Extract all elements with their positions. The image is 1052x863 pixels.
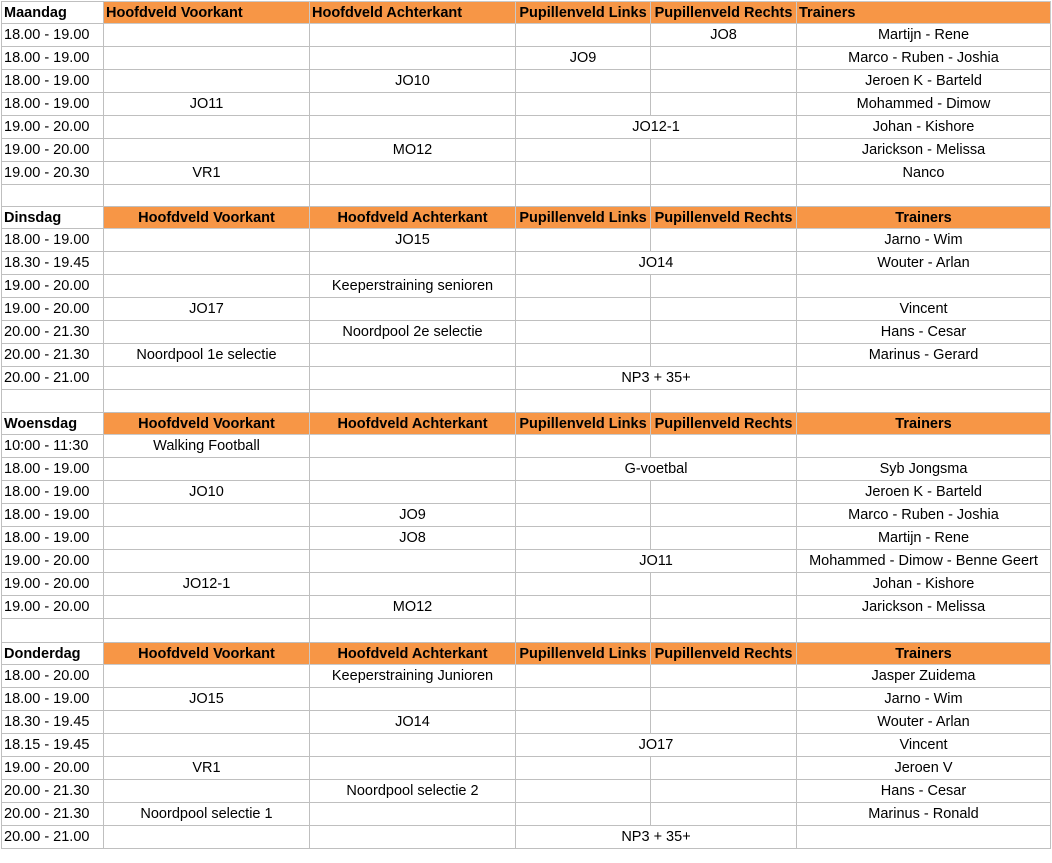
- empty-cell[interactable]: [104, 390, 310, 413]
- day-name[interactable]: Donderdag: [2, 643, 104, 665]
- trainers-cell[interactable]: Jeroen K - Barteld: [797, 70, 1051, 93]
- trainers-cell[interactable]: [797, 275, 1051, 298]
- pupillenveld-links-cell[interactable]: [516, 596, 651, 619]
- hoofdveld-achterkant-cell[interactable]: JO15: [310, 229, 516, 252]
- trainers-cell[interactable]: Jarno - Wim: [797, 688, 1051, 711]
- hoofdveld-voorkant-cell[interactable]: Noordpool 1e selectie: [104, 344, 310, 367]
- trainers-cell[interactable]: Jarickson - Melissa: [797, 139, 1051, 162]
- trainers-cell[interactable]: Marinus - Gerard: [797, 344, 1051, 367]
- time-cell[interactable]: 19.00 - 20.00: [2, 757, 104, 780]
- hoofdveld-achterkant-cell[interactable]: [310, 435, 516, 458]
- empty-cell[interactable]: [104, 185, 310, 207]
- hoofdveld-achterkant-cell[interactable]: [310, 688, 516, 711]
- trainers-cell[interactable]: Jeroen V: [797, 757, 1051, 780]
- time-cell[interactable]: 18.00 - 19.00: [2, 527, 104, 550]
- hoofdveld-voorkant-cell[interactable]: JO11: [104, 93, 310, 116]
- pupillenveld-links-cell[interactable]: [516, 481, 651, 504]
- schedule-row: [2, 780, 1051, 803]
- pupillenveld-links-cell[interactable]: [516, 275, 651, 298]
- hoofdveld-achterkant-cell[interactable]: [310, 550, 516, 573]
- empty-cell[interactable]: [516, 185, 651, 207]
- trainers-cell[interactable]: Mohammed - Dimow - Benne Geert: [797, 550, 1051, 573]
- trainers-cell[interactable]: Wouter - Arlan: [797, 252, 1051, 275]
- hoofdveld-voorkant-cell[interactable]: VR1: [104, 757, 310, 780]
- hoofdveld-achterkant-cell[interactable]: [310, 162, 516, 185]
- schedule-row: [2, 47, 1051, 70]
- pupillenveld-rechts-cell[interactable]: [651, 573, 797, 596]
- time-cell[interactable]: 20.00 - 21.30: [2, 780, 104, 803]
- empty-cell[interactable]: [2, 619, 104, 643]
- header-hoofdveld-achterkant[interactable]: Hoofdveld Achterkant: [310, 413, 516, 435]
- pupillenveld-links-cell[interactable]: [516, 70, 651, 93]
- pupillenveld-rechts-cell[interactable]: [651, 803, 797, 826]
- pupillenveld-rechts-cell[interactable]: [651, 275, 797, 298]
- hoofdveld-achterkant-cell[interactable]: JO9: [310, 504, 516, 527]
- hoofdveld-achterkant-cell[interactable]: Noordpool selectie 2: [310, 780, 516, 803]
- header-hoofdveld-voorkant[interactable]: Hoofdveld Voorkant: [104, 643, 310, 665]
- empty-cell[interactable]: [651, 185, 797, 207]
- hoofdveld-achterkant-cell[interactable]: [310, 481, 516, 504]
- schedule-row: [2, 93, 1051, 116]
- time-cell[interactable]: 18.00 - 19.00: [2, 24, 104, 47]
- pupillenveld-rechts-cell[interactable]: [651, 93, 797, 116]
- pupillenveld-links-cell[interactable]: [516, 344, 651, 367]
- pupillenveld-rechts-cell[interactable]: [651, 47, 797, 70]
- schedule-row: [2, 252, 1051, 275]
- time-cell[interactable]: 18.00 - 19.00: [2, 458, 104, 481]
- pupillenveld-full-cell[interactable]: NP3 + 35+: [516, 826, 797, 849]
- trainers-cell[interactable]: Jasper Zuidema: [797, 665, 1051, 688]
- time-cell[interactable]: 19.00 - 20.00: [2, 573, 104, 596]
- time-cell[interactable]: 18.00 - 20.00: [2, 665, 104, 688]
- hoofdveld-achterkant-cell[interactable]: [310, 573, 516, 596]
- hoofdveld-voorkant-cell[interactable]: [104, 780, 310, 803]
- time-cell[interactable]: 20.00 - 21.30: [2, 321, 104, 344]
- pupillenveld-links-cell[interactable]: [516, 435, 651, 458]
- schedule-row: [2, 24, 1051, 47]
- pupillenveld-links-cell[interactable]: [516, 504, 651, 527]
- schedule-row: [2, 298, 1051, 321]
- time-cell[interactable]: 20.00 - 21.30: [2, 803, 104, 826]
- hoofdveld-voorkant-cell[interactable]: [104, 24, 310, 47]
- pupillenveld-full-cell[interactable]: JO14: [516, 252, 797, 275]
- pupillenveld-links-cell[interactable]: [516, 711, 651, 734]
- empty-cell[interactable]: [2, 185, 104, 207]
- empty-cell[interactable]: [310, 619, 516, 643]
- header-hoofdveld-achterkant[interactable]: Hoofdveld Achterkant: [310, 643, 516, 665]
- day-header-row: [2, 2, 1051, 24]
- pupillenveld-links-cell[interactable]: [516, 139, 651, 162]
- hoofdveld-voorkant-cell[interactable]: JO17: [104, 298, 310, 321]
- header-pupillenveld-rechts[interactable]: Pupillenveld Rechts: [651, 413, 797, 435]
- pupillenveld-links-cell[interactable]: [516, 780, 651, 803]
- hoofdveld-achterkant-cell[interactable]: [310, 757, 516, 780]
- day-header-row: [2, 413, 1051, 435]
- pupillenveld-rechts-cell[interactable]: [651, 298, 797, 321]
- hoofdveld-voorkant-cell[interactable]: [104, 527, 310, 550]
- hoofdveld-voorkant-cell[interactable]: [104, 229, 310, 252]
- hoofdveld-voorkant-cell[interactable]: [104, 596, 310, 619]
- hoofdveld-voorkant-cell[interactable]: [104, 367, 310, 390]
- hoofdveld-achterkant-cell[interactable]: MO12: [310, 139, 516, 162]
- header-pupillenveld-links[interactable]: Pupillenveld Links: [516, 643, 651, 665]
- header-pupillenveld-links[interactable]: Pupillenveld Links: [516, 413, 651, 435]
- hoofdveld-voorkant-cell[interactable]: [104, 734, 310, 757]
- time-cell[interactable]: 19.00 - 20.00: [2, 139, 104, 162]
- schedule-row: [2, 711, 1051, 734]
- time-cell[interactable]: 19.00 - 20.00: [2, 298, 104, 321]
- pupillenveld-links-cell[interactable]: [516, 162, 651, 185]
- pupillenveld-rechts-cell[interactable]: [651, 757, 797, 780]
- hoofdveld-voorkant-cell[interactable]: Noordpool selectie 1: [104, 803, 310, 826]
- time-cell[interactable]: 20.00 - 21.00: [2, 826, 104, 849]
- schedule-row: [2, 504, 1051, 527]
- pupillenveld-rechts-cell[interactable]: [651, 139, 797, 162]
- time-cell[interactable]: 18.30 - 19.45: [2, 252, 104, 275]
- header-pupillenveld-links[interactable]: Pupillenveld Links: [516, 207, 651, 229]
- empty-cell[interactable]: [310, 390, 516, 413]
- empty-cell[interactable]: [797, 390, 1051, 413]
- time-cell[interactable]: 19.00 - 20.00: [2, 116, 104, 139]
- schedule-row: [2, 344, 1051, 367]
- day-name[interactable]: Maandag: [2, 2, 104, 24]
- time-cell[interactable]: 20.00 - 21.00: [2, 367, 104, 390]
- pupillenveld-links-cell[interactable]: [516, 803, 651, 826]
- empty-cell[interactable]: [516, 619, 651, 643]
- pupillenveld-rechts-cell[interactable]: [651, 481, 797, 504]
- hoofdveld-achterkant-cell[interactable]: Keeperstraining senioren: [310, 275, 516, 298]
- trainers-cell[interactable]: Hans - Cesar: [797, 780, 1051, 803]
- header-trainers[interactable]: Trainers: [797, 643, 1051, 665]
- pupillenveld-full-cell[interactable]: NP3 + 35+: [516, 367, 797, 390]
- header-pupillenveld-links[interactable]: Pupillenveld Links: [516, 2, 651, 24]
- trainers-cell[interactable]: Jarickson - Melissa: [797, 596, 1051, 619]
- hoofdveld-achterkant-cell[interactable]: JO10: [310, 70, 516, 93]
- pupillenveld-links-cell[interactable]: [516, 688, 651, 711]
- spacer-row: [2, 390, 1051, 413]
- pupillenveld-links-cell[interactable]: [516, 527, 651, 550]
- hoofdveld-voorkant-cell[interactable]: [104, 47, 310, 70]
- pupillenveld-full-cell[interactable]: JO12-1: [516, 116, 797, 139]
- schedule-row: [2, 229, 1051, 252]
- schedule-row: [2, 275, 1051, 298]
- pupillenveld-rechts-cell[interactable]: JO8: [651, 24, 797, 47]
- pupillenveld-links-cell[interactable]: JO9: [516, 47, 651, 70]
- time-cell[interactable]: 10:00 - 11:30: [2, 435, 104, 458]
- schedule-row: [2, 826, 1051, 849]
- header-pupillenveld-rechts[interactable]: Pupillenveld Rechts: [651, 643, 797, 665]
- trainers-cell[interactable]: Hans - Cesar: [797, 321, 1051, 344]
- schedule-row: [2, 665, 1051, 688]
- schedule-row: [2, 367, 1051, 390]
- pupillenveld-rechts-cell[interactable]: [651, 711, 797, 734]
- header-pupillenveld-rechts[interactable]: Pupillenveld Rechts: [651, 2, 797, 24]
- pupillenveld-rechts-cell[interactable]: [651, 435, 797, 458]
- hoofdveld-achterkant-cell[interactable]: Noordpool 2e selectie: [310, 321, 516, 344]
- trainers-cell[interactable]: Marinus - Ronald: [797, 803, 1051, 826]
- empty-cell[interactable]: [797, 185, 1051, 207]
- hoofdveld-voorkant-cell[interactable]: [104, 826, 310, 849]
- hoofdveld-achterkant-cell[interactable]: MO12: [310, 596, 516, 619]
- pupillenveld-full-cell[interactable]: G-voetbal: [516, 458, 797, 481]
- time-cell[interactable]: 20.00 - 21.30: [2, 344, 104, 367]
- time-cell[interactable]: 19.00 - 20.00: [2, 596, 104, 619]
- trainers-cell[interactable]: Vincent: [797, 734, 1051, 757]
- trainers-cell[interactable]: Wouter - Arlan: [797, 711, 1051, 734]
- pupillenveld-rechts-cell[interactable]: [651, 665, 797, 688]
- hoofdveld-achterkant-cell[interactable]: [310, 93, 516, 116]
- pupillenveld-links-cell[interactable]: [516, 229, 651, 252]
- empty-cell[interactable]: [310, 185, 516, 207]
- time-cell[interactable]: 19.00 - 20.30: [2, 162, 104, 185]
- hoofdveld-achterkant-cell[interactable]: [310, 24, 516, 47]
- time-cell[interactable]: 19.00 - 20.00: [2, 550, 104, 573]
- hoofdveld-voorkant-cell[interactable]: [104, 321, 310, 344]
- pupillenveld-rechts-cell[interactable]: [651, 596, 797, 619]
- empty-cell[interactable]: [797, 619, 1051, 643]
- trainers-cell[interactable]: Nanco: [797, 162, 1051, 185]
- hoofdveld-voorkant-cell[interactable]: [104, 458, 310, 481]
- schedule-row: [2, 734, 1051, 757]
- header-pupillenveld-rechts[interactable]: Pupillenveld Rechts: [651, 207, 797, 229]
- pupillenveld-rechts-cell[interactable]: [651, 344, 797, 367]
- schedule-row: [2, 573, 1051, 596]
- hoofdveld-voorkant-cell[interactable]: [104, 275, 310, 298]
- trainers-cell[interactable]: Marco - Ruben - Joshia: [797, 47, 1051, 70]
- hoofdveld-voorkant-cell[interactable]: [104, 665, 310, 688]
- schedule-row: [2, 688, 1051, 711]
- pupillenveld-full-cell[interactable]: JO17: [516, 734, 797, 757]
- header-hoofdveld-voorkant[interactable]: Hoofdveld Voorkant: [104, 2, 310, 24]
- schedule-row: [2, 481, 1051, 504]
- header-hoofdveld-voorkant[interactable]: Hoofdveld Voorkant: [104, 413, 310, 435]
- pupillenveld-rechts-cell[interactable]: [651, 321, 797, 344]
- hoofdveld-voorkant-cell[interactable]: [104, 116, 310, 139]
- hoofdveld-achterkant-cell[interactable]: [310, 298, 516, 321]
- header-trainers[interactable]: Trainers: [797, 207, 1051, 229]
- hoofdveld-achterkant-cell[interactable]: [310, 826, 516, 849]
- header-hoofdveld-achterkant[interactable]: Hoofdveld Achterkant: [310, 207, 516, 229]
- header-hoofdveld-voorkant[interactable]: Hoofdveld Voorkant: [104, 207, 310, 229]
- hoofdveld-achterkant-cell[interactable]: [310, 252, 516, 275]
- hoofdveld-achterkant-cell[interactable]: [310, 47, 516, 70]
- hoofdveld-voorkant-cell[interactable]: JO10: [104, 481, 310, 504]
- trainers-cell[interactable]: Martijn - Rene: [797, 527, 1051, 550]
- schedule-row: [2, 458, 1051, 481]
- empty-cell[interactable]: [651, 619, 797, 643]
- pupillenveld-links-cell[interactable]: [516, 298, 651, 321]
- header-trainers[interactable]: Trainers: [797, 413, 1051, 435]
- hoofdveld-achterkant-cell[interactable]: [310, 803, 516, 826]
- schedule-row: [2, 757, 1051, 780]
- pupillenveld-full-cell[interactable]: JO11: [516, 550, 797, 573]
- pupillenveld-rechts-cell[interactable]: [651, 504, 797, 527]
- spacer-row: [2, 185, 1051, 207]
- day-header-row: [2, 643, 1051, 665]
- empty-cell[interactable]: [104, 619, 310, 643]
- pupillenveld-rechts-cell[interactable]: [651, 162, 797, 185]
- schedule-row: [2, 116, 1051, 139]
- trainers-cell[interactable]: [797, 826, 1051, 849]
- hoofdveld-achterkant-cell[interactable]: [310, 458, 516, 481]
- spacer-row: [2, 619, 1051, 643]
- pupillenveld-links-cell[interactable]: [516, 24, 651, 47]
- pupillenveld-links-cell[interactable]: [516, 573, 651, 596]
- time-cell[interactable]: 18.15 - 19.45: [2, 734, 104, 757]
- pupillenveld-rechts-cell[interactable]: [651, 527, 797, 550]
- pupillenveld-rechts-cell[interactable]: [651, 229, 797, 252]
- time-cell[interactable]: 18.00 - 19.00: [2, 70, 104, 93]
- schedule-row: [2, 596, 1051, 619]
- schedule-row: [2, 321, 1051, 344]
- pupillenveld-links-cell[interactable]: [516, 665, 651, 688]
- schedule-row: [2, 550, 1051, 573]
- trainers-cell[interactable]: [797, 435, 1051, 458]
- schedule-row: [2, 527, 1051, 550]
- trainers-cell[interactable]: Marco - Ruben - Joshia: [797, 504, 1051, 527]
- hoofdveld-voorkant-cell[interactable]: [104, 504, 310, 527]
- empty-cell[interactable]: [2, 390, 104, 413]
- hoofdveld-achterkant-cell[interactable]: [310, 344, 516, 367]
- schedule-row: [2, 162, 1051, 185]
- hoofdveld-achterkant-cell[interactable]: [310, 116, 516, 139]
- time-cell[interactable]: 18.00 - 19.00: [2, 688, 104, 711]
- time-cell[interactable]: 18.00 - 19.00: [2, 504, 104, 527]
- schedule-row: [2, 803, 1051, 826]
- time-cell[interactable]: 18.00 - 19.00: [2, 47, 104, 70]
- hoofdveld-achterkant-cell[interactable]: Keeperstraining Junioren: [310, 665, 516, 688]
- time-cell[interactable]: 19.00 - 20.00: [2, 275, 104, 298]
- day-name[interactable]: Dinsdag: [2, 207, 104, 229]
- time-cell[interactable]: 18.00 - 19.00: [2, 481, 104, 504]
- schedule-row: [2, 139, 1051, 162]
- training-schedule-sheet: [1, 1, 1051, 849]
- header-hoofdveld-achterkant[interactable]: Hoofdveld Achterkant: [310, 2, 516, 24]
- trainers-cell[interactable]: Johan - Kishore: [797, 116, 1051, 139]
- schedule-row: [2, 435, 1051, 458]
- hoofdveld-achterkant-cell[interactable]: [310, 734, 516, 757]
- trainers-cell[interactable]: Martijn - Rene: [797, 24, 1051, 47]
- hoofdveld-voorkant-cell[interactable]: [104, 550, 310, 573]
- hoofdveld-voorkant-cell[interactable]: [104, 711, 310, 734]
- day-header-row: [2, 207, 1051, 229]
- pupillenveld-rechts-cell[interactable]: [651, 780, 797, 803]
- trainers-cell[interactable]: [797, 367, 1051, 390]
- empty-cell[interactable]: [651, 390, 797, 413]
- trainers-cell[interactable]: Syb Jongsma: [797, 458, 1051, 481]
- hoofdveld-voorkant-cell[interactable]: [104, 252, 310, 275]
- pupillenveld-links-cell[interactable]: [516, 321, 651, 344]
- time-cell[interactable]: 18.00 - 19.00: [2, 229, 104, 252]
- day-name[interactable]: Woensdag: [2, 413, 104, 435]
- time-cell[interactable]: 18.30 - 19.45: [2, 711, 104, 734]
- trainers-cell[interactable]: Mohammed - Dimow: [797, 93, 1051, 116]
- hoofdveld-voorkant-cell[interactable]: [104, 70, 310, 93]
- hoofdveld-voorkant-cell[interactable]: [104, 139, 310, 162]
- pupillenveld-rechts-cell[interactable]: [651, 688, 797, 711]
- schedule-row: [2, 70, 1051, 93]
- hoofdveld-voorkant-cell[interactable]: JO15: [104, 688, 310, 711]
- header-trainers[interactable]: Trainers: [797, 2, 1051, 24]
- trainers-cell[interactable]: Jeroen K - Barteld: [797, 481, 1051, 504]
- hoofdveld-voorkant-cell[interactable]: VR1: [104, 162, 310, 185]
- trainers-cell[interactable]: Vincent: [797, 298, 1051, 321]
- hoofdveld-voorkant-cell[interactable]: JO12-1: [104, 573, 310, 596]
- hoofdveld-achterkant-cell[interactable]: JO14: [310, 711, 516, 734]
- pupillenveld-rechts-cell[interactable]: [651, 70, 797, 93]
- empty-cell[interactable]: [516, 390, 651, 413]
- pupillenveld-links-cell[interactable]: [516, 757, 651, 780]
- hoofdveld-achterkant-cell[interactable]: JO8: [310, 527, 516, 550]
- hoofdveld-achterkant-cell[interactable]: [310, 367, 516, 390]
- trainers-cell[interactable]: Jarno - Wim: [797, 229, 1051, 252]
- pupillenveld-links-cell[interactable]: [516, 93, 651, 116]
- time-cell[interactable]: 18.00 - 19.00: [2, 93, 104, 116]
- hoofdveld-voorkant-cell[interactable]: Walking Football: [104, 435, 310, 458]
- trainers-cell[interactable]: Johan - Kishore: [797, 573, 1051, 596]
